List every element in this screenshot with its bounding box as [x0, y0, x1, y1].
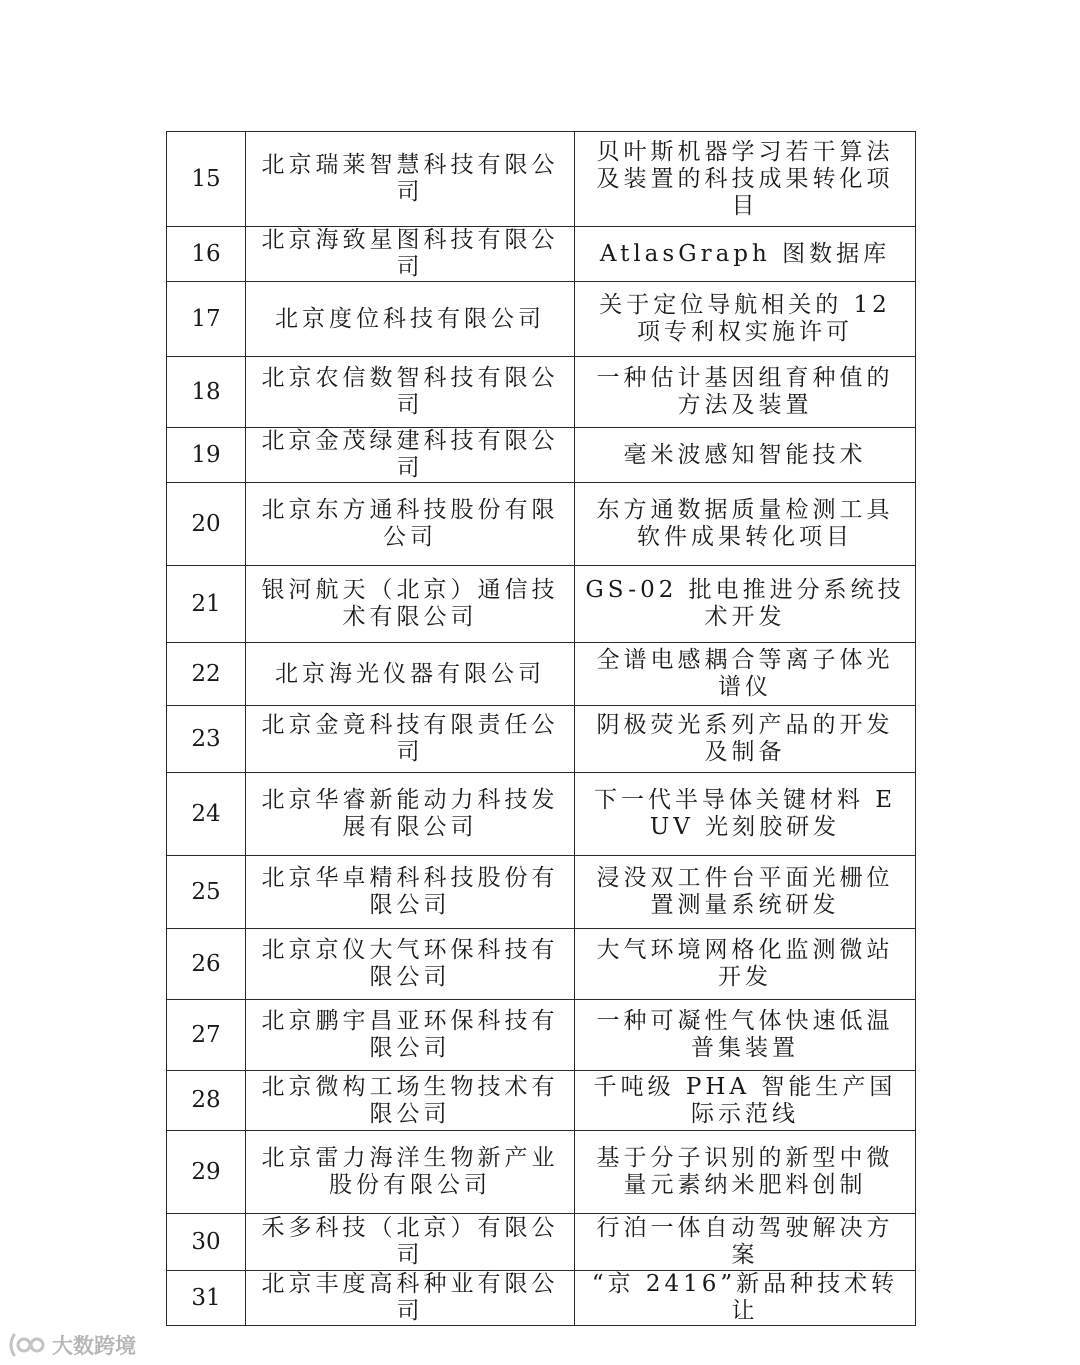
project-name: 一种可凝性气体快速低温普集装置 — [575, 1000, 916, 1071]
row-number: 19 — [167, 428, 246, 483]
table-row — [167, 929, 916, 1000]
project-name: 关于定位导航相关的 12 项专利权实施许可 — [575, 282, 916, 357]
project-name: 大气环境网格化监测微站开发 — [575, 929, 916, 1000]
row-number: 23 — [167, 706, 246, 773]
row-number: 16 — [167, 227, 246, 282]
row-number: 17 — [167, 282, 246, 357]
table-row — [167, 483, 916, 566]
table-row — [167, 1071, 916, 1131]
row-number: 22 — [167, 643, 246, 706]
company-name: 北京微构工场生物技术有限公司 — [246, 1071, 575, 1131]
project-name: 贝叶斯机器学习若干算法及装置的科技成果转化项目 — [575, 132, 916, 227]
row-number: 26 — [167, 929, 246, 1000]
company-name: 北京京仪大气环保科技有限公司 — [246, 929, 575, 1000]
row-number: 29 — [167, 1131, 246, 1214]
table-row — [167, 1271, 916, 1326]
company-name: 北京海光仪器有限公司 — [246, 643, 575, 706]
company-name: 北京金竟科技有限责任公司 — [246, 706, 575, 773]
company-name: 北京东方通科技股份有限公司 — [246, 483, 575, 566]
table-row — [167, 1214, 916, 1271]
company-name: 北京雷力海洋生物新产业股份有限公司 — [246, 1131, 575, 1214]
project-name: GS-02 批电推进分系统技术开发 — [575, 566, 916, 643]
project-name: 阴极荧光系列产品的开发及制备 — [575, 706, 916, 773]
row-number: 27 — [167, 1000, 246, 1071]
project-name: 全谱电感耦合等离子体光谱仪 — [575, 643, 916, 706]
project-name: 浸没双工件台平面光栅位置测量系统研发 — [575, 856, 916, 929]
table-row — [167, 773, 916, 856]
project-name: 下一代半导体关键材料 EUV 光刻胶研发 — [575, 773, 916, 856]
company-name: 北京农信数智科技有限公司 — [246, 357, 575, 428]
company-name: 北京瑞莱智慧科技有限公司 — [246, 132, 575, 227]
row-number: 18 — [167, 357, 246, 428]
table-row — [167, 282, 916, 357]
row-number: 31 — [167, 1271, 246, 1326]
row-number: 28 — [167, 1071, 246, 1131]
row-number: 15 — [167, 132, 246, 227]
company-name: 银河航天（北京）通信技术有限公司 — [246, 566, 575, 643]
company-name: 北京度位科技有限公司 — [246, 282, 575, 357]
project-name: AtlasGraph 图数据库 — [575, 227, 916, 282]
company-name: 禾多科技（北京）有限公司 — [246, 1214, 575, 1271]
company-name: 北京金茂绿建科技有限公司 — [246, 428, 575, 483]
project-name: “京 2416”新品种技术转让 — [575, 1271, 916, 1326]
company-name: 北京丰度高科种业有限公司 — [246, 1271, 575, 1326]
table-row — [167, 227, 916, 282]
watermark-text: 大数跨境 — [52, 1334, 136, 1358]
row-number: 21 — [167, 566, 246, 643]
brand-logo-icon — [6, 1332, 46, 1358]
table-row — [167, 706, 916, 773]
row-number: 30 — [167, 1214, 246, 1271]
company-name: 北京鹏宇昌亚环保科技有限公司 — [246, 1000, 575, 1071]
project-list-table — [166, 131, 916, 1326]
project-name: 东方通数据质量检测工具软件成果转化项目 — [575, 483, 916, 566]
company-name: 北京华卓精科科技股份有限公司 — [246, 856, 575, 929]
company-name: 北京海致星图科技有限公司 — [246, 227, 575, 282]
table-row — [167, 357, 916, 428]
table-row — [167, 132, 916, 227]
row-number: 20 — [167, 483, 246, 566]
row-number: 24 — [167, 773, 246, 856]
watermark — [6, 1330, 136, 1360]
company-name: 北京华睿新能动力科技发展有限公司 — [246, 773, 575, 856]
project-name: 毫米波感知智能技术 — [575, 428, 916, 483]
table-row — [167, 566, 916, 643]
table-row — [167, 1131, 916, 1214]
project-name: 基于分子识别的新型中微量元素纳米肥料创制 — [575, 1131, 916, 1214]
table-row — [167, 428, 916, 483]
project-name: 行泊一体自动驾驶解决方案 — [575, 1214, 916, 1271]
row-number: 25 — [167, 856, 246, 929]
project-name: 千吨级 PHA 智能生产国际示范线 — [575, 1071, 916, 1131]
table-row — [167, 856, 916, 929]
table-row — [167, 1000, 916, 1071]
project-name: 一种估计基因组育种值的方法及装置 — [575, 357, 916, 428]
table-row — [167, 643, 916, 706]
